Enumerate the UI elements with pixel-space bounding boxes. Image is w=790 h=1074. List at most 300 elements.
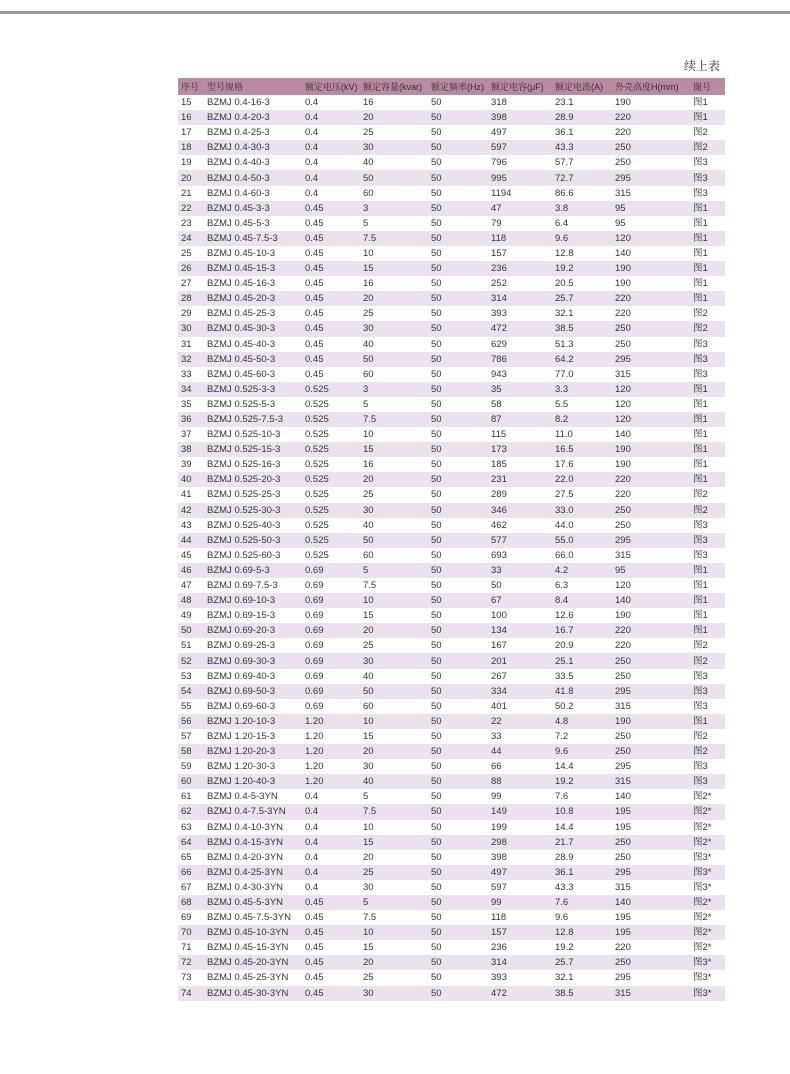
cell-capacitance: 298 [488,835,552,850]
cell-current: 57.7 [555,157,574,169]
cell-model: BZMJ 0.45-7.5-3 [204,231,302,246]
cell-frequency: 50 [428,321,488,336]
cell-model: BZMJ 0.69-15-3 [207,610,276,622]
table-row [178,457,725,472]
cell-model: BZMJ 0.525-15-3 [204,442,302,457]
cell-current: 9.6 [552,231,612,246]
cell-voltage: 0.4 [302,110,360,125]
cell-figure: 图2* [693,942,712,954]
cell-figure: 图2 [690,140,725,155]
table-row [178,623,725,638]
cell-model: BZMJ 0.4-7.5-3YN [204,804,302,819]
cell-current: 16.7 [552,623,612,638]
cell-capacitance: 185 [491,459,507,471]
cell-figure: 图1 [690,201,725,216]
cell-frequency: 50 [431,761,442,773]
cell-figure: 图3* [690,955,725,970]
cell-frequency: 50 [428,170,488,185]
cell-capacity: 16 [363,459,374,471]
cell-model: BZMJ 0.69-50-3 [204,684,302,699]
cell-figure: 图3 [693,761,708,773]
cell-capacitance: 597 [491,881,507,893]
table-row [178,533,725,548]
cell-model: BZMJ 0.4-5-3YN [207,791,278,803]
cell-index: 62 [178,804,204,819]
cell-voltage: 0.525 [302,533,360,548]
cell-voltage: 0.69 [302,684,360,699]
cell-current: 27.5 [555,489,574,501]
cell-frequency: 50 [428,412,488,427]
cell-current: 19.2 [552,261,612,276]
cell-current: 50.2 [555,700,574,712]
cell-frequency: 50 [428,804,488,819]
cell-index: 73 [181,972,192,984]
table-row [178,759,725,774]
cell-height: 190 [612,261,690,276]
cell-figure: 图1 [690,261,725,276]
cell-current: 12.8 [552,925,612,940]
cell-current: 28.9 [552,110,612,125]
cell-capacitance: 943 [491,368,507,380]
cell-figure: 图3* [690,986,725,1001]
cell-capacity: 16 [363,278,374,290]
cell-index: 15 [181,97,192,109]
cell-height: 315 [615,881,631,893]
cell-frequency: 50 [428,865,488,880]
cell-height: 195 [615,821,631,833]
cell-capacity: 10 [363,429,374,441]
cell-capacitance: 157 [488,925,552,940]
cell-model: BZMJ 0.4-40-3 [207,157,270,169]
cell-height: 295 [615,972,631,984]
cell-figure: 图1 [693,580,708,592]
table-row [178,714,725,729]
cell-frequency: 50 [428,352,488,367]
cell-model: BZMJ 0.525-5-3 [207,398,276,410]
cell-height: 250 [612,744,690,759]
cell-capacity: 7.5 [360,804,428,819]
cell-capacitance: 289 [491,489,507,501]
cell-index: 42 [178,503,204,518]
table-row [178,321,725,336]
cell-frequency: 50 [428,291,488,306]
cell-index: 72 [178,955,204,970]
table-row [178,170,725,185]
cell-current: 3.3 [552,382,612,397]
cell-frequency: 50 [431,640,442,652]
cell-current: 8.2 [552,412,612,427]
cell-capacity: 10 [363,247,374,259]
header-height: 外壳高度H(mm) [612,78,690,95]
cell-height: 120 [612,412,690,427]
cell-figure: 图1 [690,563,725,578]
cell-capacity: 60 [363,549,374,561]
cell-figure: 图2* [693,912,712,924]
cell-figure: 图1 [693,459,708,471]
cell-current: 9.6 [552,744,612,759]
cell-height: 220 [615,308,631,320]
cell-capacity: 20 [360,472,428,487]
cell-frequency: 50 [431,851,442,863]
table-row [178,608,725,623]
cell-capacity: 40 [363,338,374,350]
cell-index: 53 [181,670,192,682]
cell-frequency: 50 [428,261,488,276]
cell-index: 18 [178,140,204,155]
cell-current: 21.7 [552,835,612,850]
cell-capacitance: 115 [491,429,507,441]
cell-capacity: 10 [360,714,428,729]
cell-height: 250 [612,321,690,336]
cell-figure: 图2 [690,503,725,518]
table-row [178,518,725,533]
cell-capacity: 10 [360,593,428,608]
cell-index: 32 [178,352,204,367]
table-row [178,684,725,699]
cell-frequency: 50 [428,503,488,518]
table-row [178,744,725,759]
cell-frequency: 50 [431,127,442,139]
cell-capacitance: 497 [491,127,507,139]
cell-figure: 图2* [690,895,725,910]
cell-model: BZMJ 0.45-3-3 [204,201,302,216]
table-row [178,337,725,352]
cell-frequency: 50 [428,563,488,578]
cell-index: 61 [181,791,192,803]
cell-frequency: 50 [428,442,488,457]
cell-capacity: 30 [360,653,428,668]
cell-capacitance: 629 [491,338,507,350]
table-row [178,563,725,578]
cell-frequency: 50 [431,519,442,531]
cell-capacity: 7.5 [363,912,377,924]
cell-model: BZMJ 0.4-10-3YN [207,821,284,833]
cell-figure: 图2* [690,835,725,850]
cell-figure: 图2 [690,653,725,668]
cell-index: 65 [181,851,192,863]
cell-frequency: 50 [428,835,488,850]
cell-frequency: 50 [428,231,488,246]
cell-current: 86.6 [555,187,574,199]
cell-current: 55.0 [552,533,612,548]
cell-frequency: 50 [431,97,442,109]
cell-capacity: 15 [363,942,374,954]
cell-voltage: 0.69 [302,563,360,578]
cell-height: 315 [615,549,631,561]
cell-current: 43.3 [555,881,574,893]
cell-capacity: 50 [360,533,428,548]
cell-frequency: 50 [431,670,442,682]
cell-figure: 图3 [693,338,708,350]
cell-figure: 图3 [690,774,725,789]
table-row [178,955,725,970]
cell-figure: 图1 [690,623,725,638]
cell-figure: 图2* [690,804,725,819]
cell-height: 295 [612,352,690,367]
cell-model: BZMJ 0.525-20-3 [204,472,302,487]
cell-figure: 图2* [690,925,725,940]
cell-index: 38 [178,442,204,457]
cell-model: BZMJ 0.525-7.5-3 [204,412,302,427]
cell-model: BZMJ 1.20-40-3 [204,774,302,789]
cell-model: BZMJ 0.45-10-3YN [204,925,302,940]
cell-height: 250 [612,653,690,668]
cell-height: 220 [612,472,690,487]
cell-capacitance: 149 [488,804,552,819]
table-row [178,774,725,789]
cell-index: 17 [181,127,192,139]
cell-current: 3.8 [552,201,612,216]
cell-capacity: 3 [360,201,428,216]
cell-model: BZMJ 0.45-25-3YN [207,972,289,984]
cell-index: 58 [178,744,204,759]
cell-voltage: 0.45 [302,201,360,216]
cell-figure: 图1 [693,217,708,229]
cell-frequency: 50 [431,580,442,592]
cell-model: BZMJ 0.4-20-3YN [207,851,284,863]
cell-capacity: 50 [360,684,428,699]
cell-figure: 图2 [693,730,708,742]
cell-frequency: 50 [428,593,488,608]
cell-index: 28 [178,291,204,306]
cell-index: 23 [181,217,192,229]
cell-figure: 图2 [693,308,708,320]
cell-model: BZMJ 0.4-20-3 [204,110,302,125]
cell-model: BZMJ 0.69-40-3 [207,670,276,682]
cell-frequency: 50 [431,398,442,410]
cell-current: 19.2 [552,774,612,789]
cell-frequency: 50 [431,942,442,954]
table-row [178,910,725,925]
cell-current: 25.1 [552,653,612,668]
cell-capacity: 7.5 [360,412,428,427]
cell-frequency: 50 [431,730,442,742]
cell-index: 33 [181,368,192,380]
cell-voltage: 0.45 [305,368,324,380]
cell-height: 140 [612,895,690,910]
cell-capacity: 15 [360,442,428,457]
cell-frequency: 50 [428,925,488,940]
cell-model: BZMJ 0.4-16-3 [207,97,270,109]
cell-index: 70 [178,925,204,940]
cell-height: 120 [612,382,690,397]
cell-index: 25 [181,247,192,259]
cell-voltage: 0.525 [302,412,360,427]
cell-frequency: 50 [431,459,442,471]
cell-voltage: 0.45 [305,278,324,290]
cell-capacitance: 167 [491,640,507,652]
cell-height: 315 [615,187,631,199]
cell-voltage: 0.525 [305,429,329,441]
cell-index: 71 [181,942,192,954]
cell-model: BZMJ 0.45-16-3 [207,278,276,290]
cell-voltage: 0.69 [305,700,324,712]
cell-current: 11.0 [555,429,573,441]
table-row [178,110,725,125]
cell-height: 295 [612,684,690,699]
cell-capacity: 50 [360,352,428,367]
cell-height: 190 [612,714,690,729]
cell-frequency: 50 [431,881,442,893]
table-row [178,895,725,910]
table-row [178,789,725,804]
cell-frequency: 50 [428,653,488,668]
cell-capacitance: 66 [491,761,502,773]
cell-model: BZMJ 0.525-16-3 [207,459,281,471]
cell-height: 295 [612,533,690,548]
cell-height: 250 [615,157,631,169]
cell-frequency: 50 [431,368,442,380]
cell-model: BZMJ 0.45-10-3 [207,247,276,259]
cell-figure: 图1 [693,429,708,441]
cell-voltage: 0.525 [305,489,329,501]
cell-capacity: 3 [360,382,428,397]
cell-frequency: 50 [428,533,488,548]
cell-figure: 图1 [690,412,725,427]
cell-capacitance: 134 [488,623,552,638]
cell-voltage: 0.4 [302,835,360,850]
cell-capacitance: 33 [491,730,502,742]
table-row [178,352,725,367]
cell-frequency: 50 [428,382,488,397]
cell-voltage: 0.45 [305,942,324,954]
table-row [178,986,725,1001]
cell-height: 295 [612,865,690,880]
cell-figure: 图1 [690,110,725,125]
cell-frequency: 50 [428,110,488,125]
cell-current: 41.8 [552,684,612,699]
table-row [178,925,725,940]
cell-current: 64.2 [552,352,612,367]
table-row [178,487,725,502]
cell-voltage: 0.4 [305,791,319,803]
cell-voltage: 0.525 [305,549,329,561]
cell-capacitance: 67 [488,593,552,608]
cell-capacitance: 472 [488,321,552,336]
cell-capacity: 10 [363,821,374,833]
cell-model: BZMJ 0.45-15-3YN [207,942,289,954]
cell-height: 195 [615,912,631,924]
cell-model: BZMJ 0.525-50-3 [204,533,302,548]
cell-capacity: 15 [360,835,428,850]
cell-capacity: 25 [363,640,374,652]
cell-capacity: 5 [363,217,369,229]
cell-figure: 图3 [693,549,708,561]
cell-model: BZMJ 1.20-15-3 [207,730,276,742]
cell-capacitance: 50 [491,580,502,592]
cell-voltage: 0.69 [305,580,324,592]
cell-capacitance: 995 [488,170,552,185]
cell-current: 12.8 [555,247,574,259]
cell-model: BZMJ 0.525-30-3 [204,503,302,518]
cell-voltage: 0.4 [305,97,319,109]
cell-index: 37 [181,429,192,441]
cell-height: 190 [615,278,631,290]
cell-figure: 图1 [693,278,708,290]
cell-capacity: 30 [360,321,428,336]
cell-capacitance: 199 [491,821,507,833]
cell-capacity: 16 [363,97,374,109]
cell-voltage: 0.45 [305,338,324,350]
cell-frequency: 50 [428,714,488,729]
cell-figure: 图2 [690,744,725,759]
cell-current: 12.6 [555,610,574,622]
table-row [178,940,725,955]
cell-index: 34 [178,382,204,397]
cell-model: BZMJ 0.45-25-3 [207,308,276,320]
cell-figure: 图3 [690,684,725,699]
cell-current: 10.8 [552,804,612,819]
cell-height: 120 [615,580,631,592]
cell-voltage: 0.45 [302,321,360,336]
table-row [178,729,725,744]
cell-current: 7.6 [552,895,612,910]
cell-figure: 图2 [690,321,725,336]
cell-capacitance: 252 [491,278,507,290]
cell-frequency: 50 [431,972,442,984]
cell-height: 250 [615,730,631,742]
cell-model: BZMJ 0.45-60-3 [207,368,276,380]
cell-capacitance: 22 [488,714,552,729]
cell-capacitance: 1194 [491,187,512,199]
cell-figure: 图1 [690,714,725,729]
cell-height: 250 [615,338,631,350]
cell-height: 250 [615,519,631,531]
cell-capacitance: 393 [491,308,507,320]
cell-capacity: 40 [363,670,374,682]
cell-voltage: 0.4 [302,865,360,880]
cell-voltage: 0.45 [305,308,324,320]
cell-height: 95 [615,217,626,229]
cell-capacity: 25 [363,489,374,501]
cell-height: 140 [615,791,631,803]
cell-capacity: 5 [360,895,428,910]
cell-height: 95 [612,563,690,578]
cell-voltage: 0.525 [302,442,360,457]
table-row [178,125,725,140]
cell-voltage: 0.69 [305,610,324,622]
continued-label: 续上表 [683,59,720,73]
cell-index: 27 [181,278,192,290]
cell-current: 33.5 [555,670,574,682]
cell-index: 26 [178,261,204,276]
cell-capacitance: 99 [488,895,552,910]
cell-model: BZMJ 0.69-20-3 [204,623,302,638]
cell-capacitance: 318 [491,97,507,109]
cell-index: 39 [181,459,192,471]
cell-capacitance: 334 [488,684,552,699]
cell-figure: 图1 [693,398,708,410]
cell-figure: 图2 [693,640,708,652]
table-row [178,246,725,261]
cell-capacitance: 47 [488,201,552,216]
cell-model: BZMJ 0.69-10-3 [204,593,302,608]
cell-capacitance: 100 [491,610,507,622]
cell-figure: 图3 [690,352,725,367]
cell-height: 140 [612,593,690,608]
cell-height: 250 [612,140,690,155]
cell-capacity: 20 [360,744,428,759]
cell-voltage: 0.45 [302,291,360,306]
cell-height: 190 [615,97,631,109]
cell-figure: 图3 [693,700,708,712]
cell-index: 48 [178,593,204,608]
cell-capacity: 5 [360,563,428,578]
cell-capacitance: 398 [491,851,507,863]
cell-capacitance: 398 [488,110,552,125]
cell-height: 315 [612,986,690,1001]
cell-index: 16 [178,110,204,125]
